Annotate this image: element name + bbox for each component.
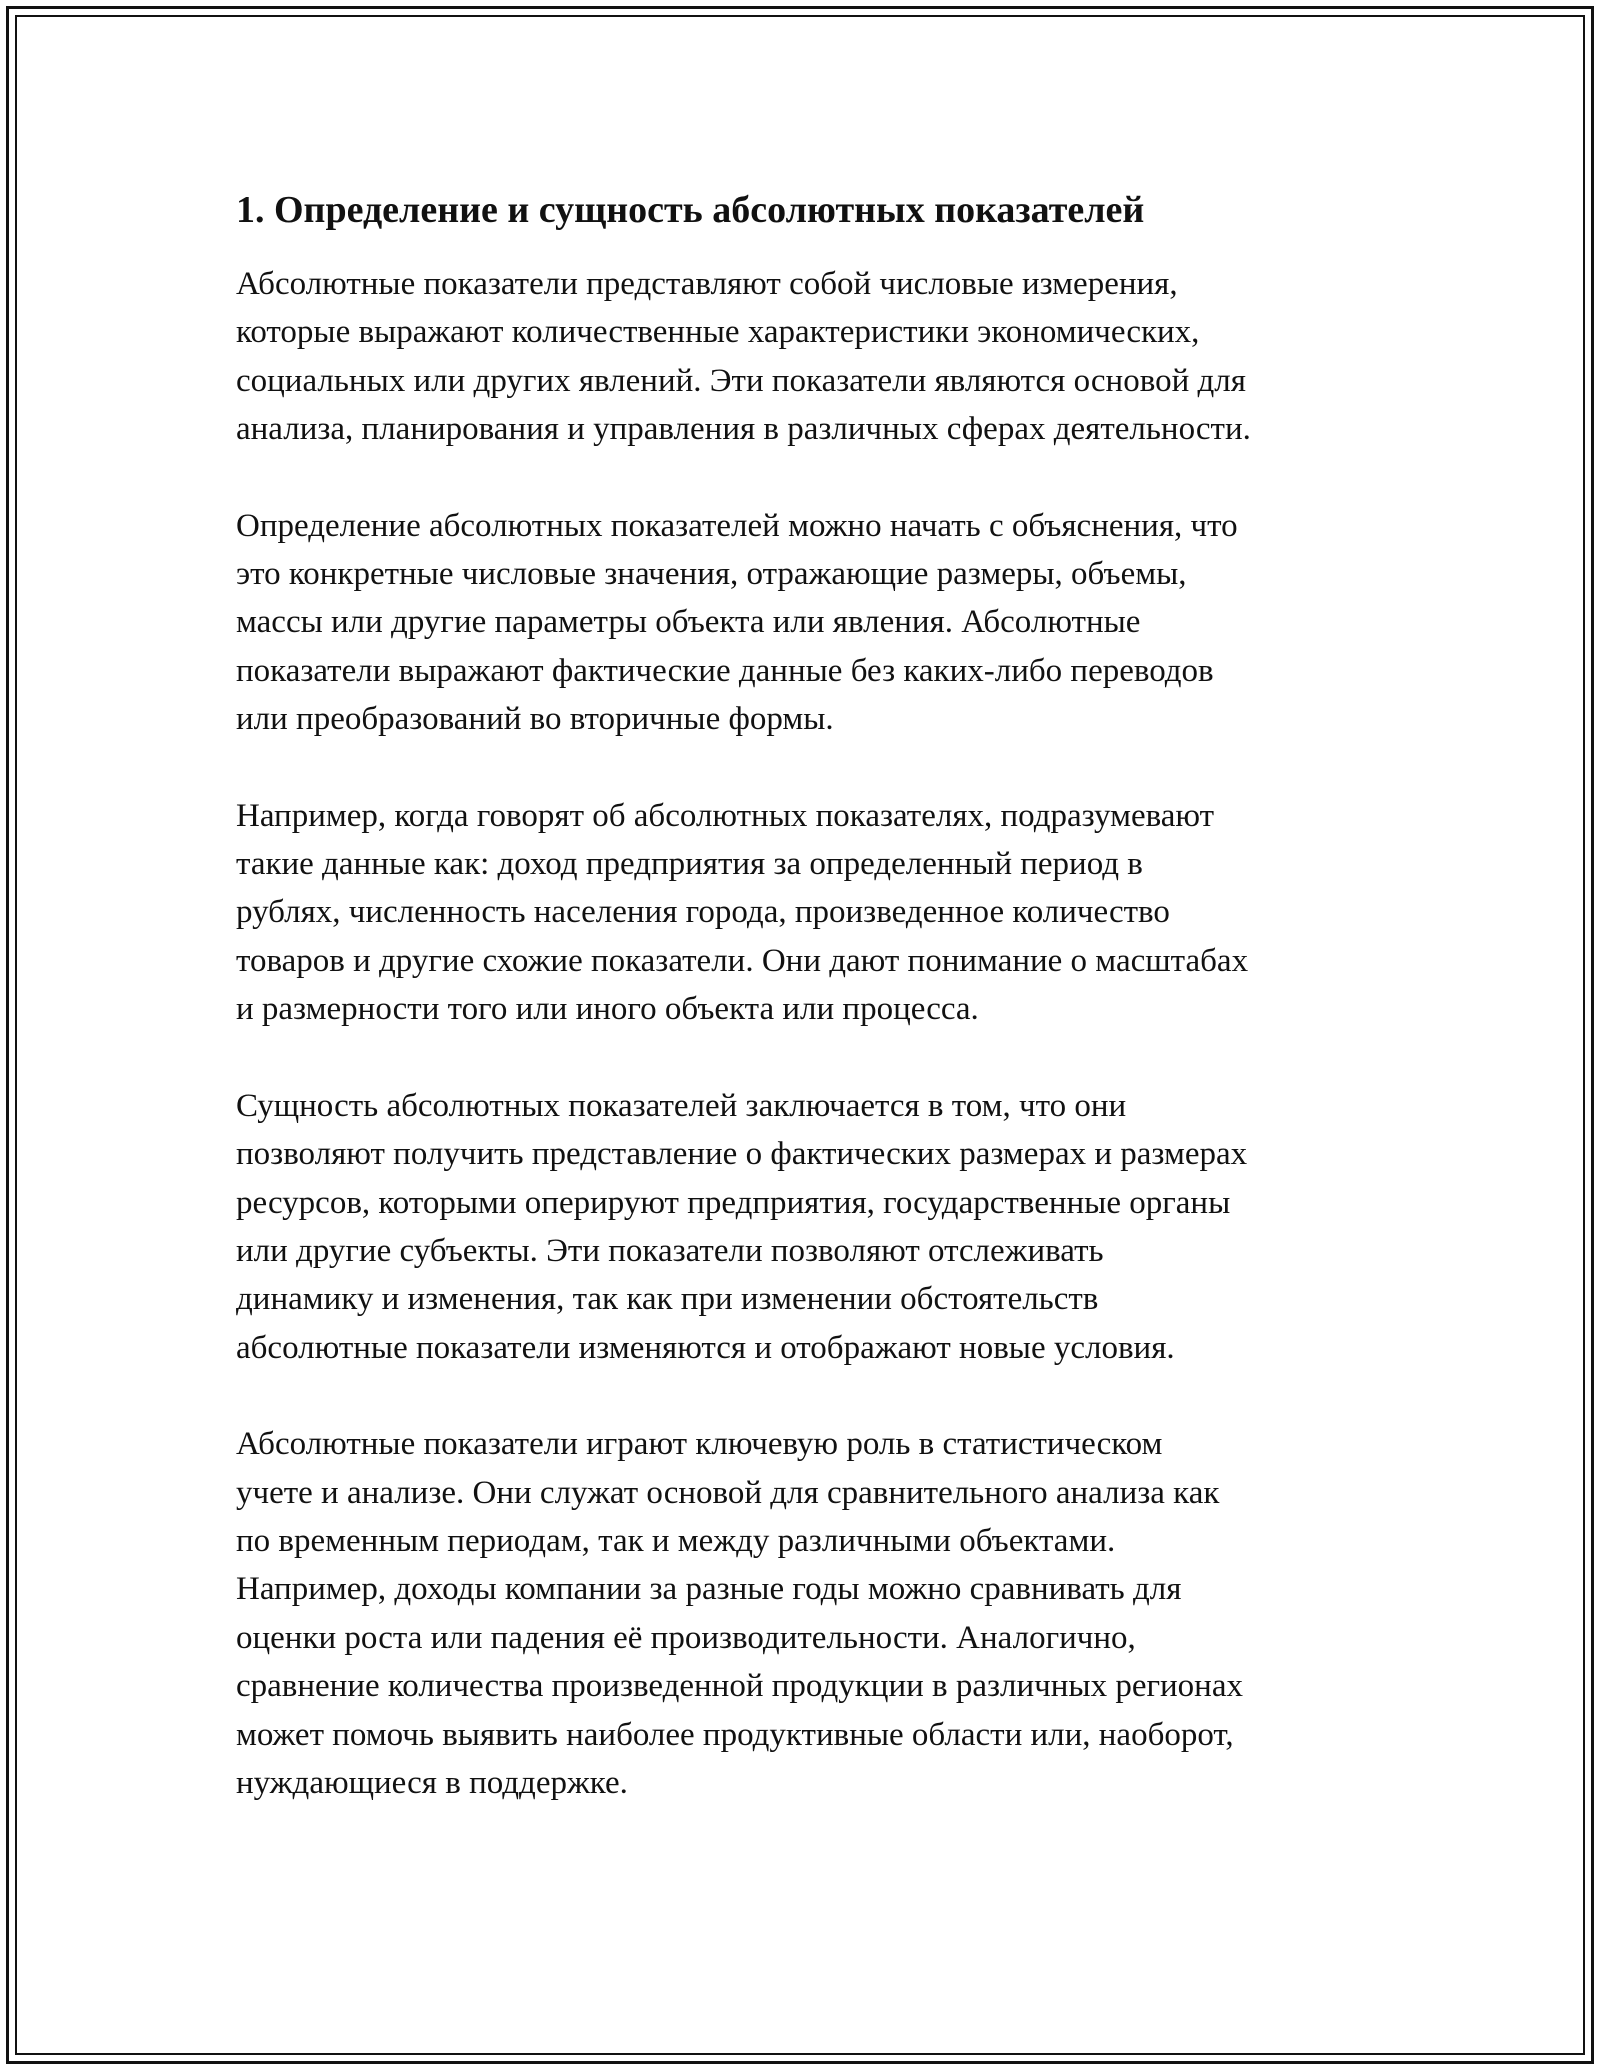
text-line: массы или другие параметры объекта или явления. Абсолютные xyxy=(236,604,1141,641)
text-line: или другие субъекты. Эти показатели позволяют отслеживать xyxy=(236,1232,1104,1269)
text-line: которые выражают количественные характеристики экономических, xyxy=(236,314,1200,351)
paragraph-1 xyxy=(236,260,1386,454)
text-line: или преобразований во вторичные формы. xyxy=(236,701,834,738)
text-line: учете и анализе. Они служат основой для сравнительного анализа как xyxy=(236,1474,1220,1511)
paragraph-3 xyxy=(236,792,1386,1034)
text-line: рублях, численность населения города, произведенное количество xyxy=(236,894,1170,931)
text-line: ресурсов, которыми оперируют предприятия, государственные органы xyxy=(236,1184,1231,1221)
text-line: анализа, планирования и управления в различных сферах деятельности. xyxy=(236,411,1251,448)
text-line: Абсолютные показатели представляют собой числовые измерения, xyxy=(236,266,1178,302)
paragraph-2 xyxy=(236,502,1386,744)
text-line: сравнение количества произведенной продукции в различных регионах xyxy=(236,1668,1243,1705)
text-line: это конкретные числовые значения, отражающие размеры, объемы, xyxy=(236,556,1187,593)
paragraph-5 xyxy=(236,1420,1386,1807)
paragraph-4 xyxy=(236,1082,1386,1372)
section-heading: 1. Определение и сущность абсолютных показателей xyxy=(236,189,1145,231)
text-line: позволяют получить представление о фактических размерах и размерах xyxy=(236,1136,1248,1173)
text-line: оценки роста или падения её производительности. Аналогично, xyxy=(236,1619,1136,1656)
text-line: и размерности того или иного объекта или процесса. xyxy=(236,991,979,1028)
text-line: Например, когда говорят об абсолютных показателях, подразумевают xyxy=(236,797,1215,834)
text-line: Абсолютные показатели играют ключевую роль в статистическом xyxy=(236,1426,1163,1463)
text-line: динамику и изменения, так как при изменении обстоятельств xyxy=(236,1281,1099,1318)
text-line: показатели выражают фактические данные без каких-либо переводов xyxy=(236,652,1214,689)
text-line: товаров и другие схожие показатели. Они дают понимание о масштабах xyxy=(236,942,1249,979)
text-line: такие данные как: доход предприятия за определенный период в xyxy=(236,846,1143,883)
document-body xyxy=(236,186,1386,1855)
text-line: по временным периодам, так и между различными объектами. xyxy=(236,1522,1116,1559)
text-line: нуждающиеся в поддержке. xyxy=(236,1764,628,1801)
text-line: социальных или других явлений. Эти показатели являются основой для xyxy=(236,362,1246,399)
text-line: Сущность абсолютных показателей заключается в том, что они xyxy=(236,1087,1127,1124)
text-line: абсолютные показатели изменяются и отображают новые условия. xyxy=(236,1329,1175,1366)
text-line: может помочь выявить наиболее продуктивные области или, наоборот, xyxy=(236,1716,1234,1753)
text-line: Например, доходы компании за разные годы можно сравнивать для xyxy=(236,1571,1182,1608)
text-line: Определение абсолютных показателей можно начать с объяснения, что xyxy=(236,507,1238,544)
